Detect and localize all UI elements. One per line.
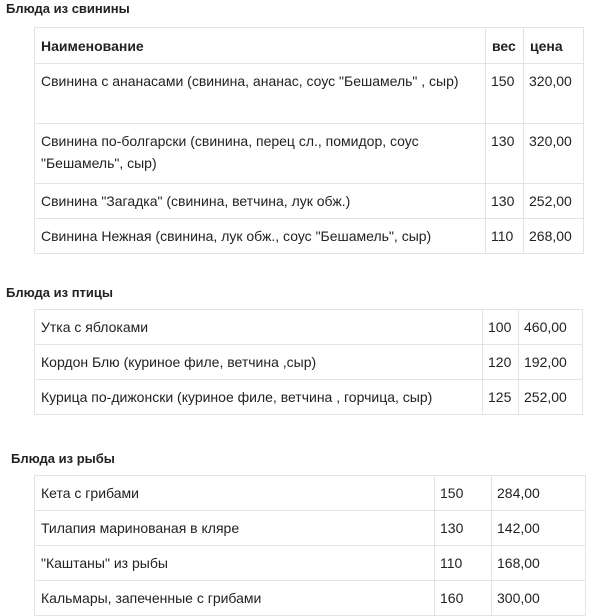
dish-name: Утка с яблоками — [35, 310, 483, 345]
dish-price: 268,00 — [524, 219, 584, 254]
dish-weight: 150 — [486, 64, 524, 124]
dish-name: Свинина по-болгарски (свинина, перец сл., помидор, соус "Бешамель", сыр) — [35, 124, 486, 184]
dish-name: Свинина Нежная (свинина, лук обж., соус "Бешамель", сыр) — [35, 219, 486, 254]
dish-price: 252,00 — [524, 184, 584, 219]
section-title-poultry: Блюда из птицы — [6, 285, 113, 300]
table-row — [35, 546, 586, 581]
dish-weight: 150 — [435, 476, 492, 511]
dish-weight: 125 — [483, 380, 519, 415]
dish-weight: 130 — [486, 124, 524, 184]
dish-name: Тилапия маринованая в кляре — [35, 511, 435, 546]
table-row — [35, 581, 586, 616]
dish-name: Кальмары, запеченные с грибами — [35, 581, 435, 616]
column-header-weight: вес — [486, 28, 524, 64]
table-header-row — [35, 28, 584, 64]
table-row — [35, 219, 584, 254]
dish-name: Свинина с ананасами (свинина, ананас, соус "Бешамель" , сыр) — [35, 64, 486, 124]
dish-price: 320,00 — [524, 64, 584, 124]
dish-name: "Каштаны" из рыбы — [35, 546, 435, 581]
dish-weight: 110 — [435, 546, 492, 581]
dish-name: Курица по-дижонски (куриное филе, ветчина , горчица, сыр) — [35, 380, 483, 415]
section-title-pork: Блюда из свинины — [6, 1, 130, 16]
table-row — [35, 380, 583, 415]
dish-name: Свинина "Загадка" (свинина, ветчина, лук обж.) — [35, 184, 486, 219]
dish-weight: 160 — [435, 581, 492, 616]
dish-price: 284,00 — [492, 476, 586, 511]
dish-price: 192,00 — [519, 345, 583, 380]
poultry-table — [34, 309, 583, 415]
dish-price: 320,00 — [524, 124, 584, 184]
pork-table — [34, 27, 584, 254]
dish-weight: 100 — [483, 310, 519, 345]
dish-weight: 120 — [483, 345, 519, 380]
dish-name: Кордон Блю (куриное филе, ветчина ,сыр) — [35, 345, 483, 380]
table-row — [35, 184, 584, 219]
fish-table — [34, 475, 586, 616]
dish-price: 142,00 — [492, 511, 586, 546]
table-row — [35, 511, 586, 546]
dish-price: 460,00 — [519, 310, 583, 345]
table-row — [35, 476, 586, 511]
dish-name: Кета с грибами — [35, 476, 435, 511]
dish-price: 168,00 — [492, 546, 586, 581]
table-row — [35, 345, 583, 380]
table-row — [35, 64, 584, 124]
dish-weight: 130 — [435, 511, 492, 546]
dish-price: 252,00 — [519, 380, 583, 415]
dish-weight: 110 — [486, 219, 524, 254]
dish-price: 300,00 — [492, 581, 586, 616]
dish-weight: 130 — [486, 184, 524, 219]
section-title-fish: Блюда из рыбы — [11, 451, 115, 466]
column-header-price: цена — [524, 28, 584, 64]
table-row — [35, 310, 583, 345]
column-header-name: Наименование — [35, 28, 486, 64]
table-row — [35, 124, 584, 184]
